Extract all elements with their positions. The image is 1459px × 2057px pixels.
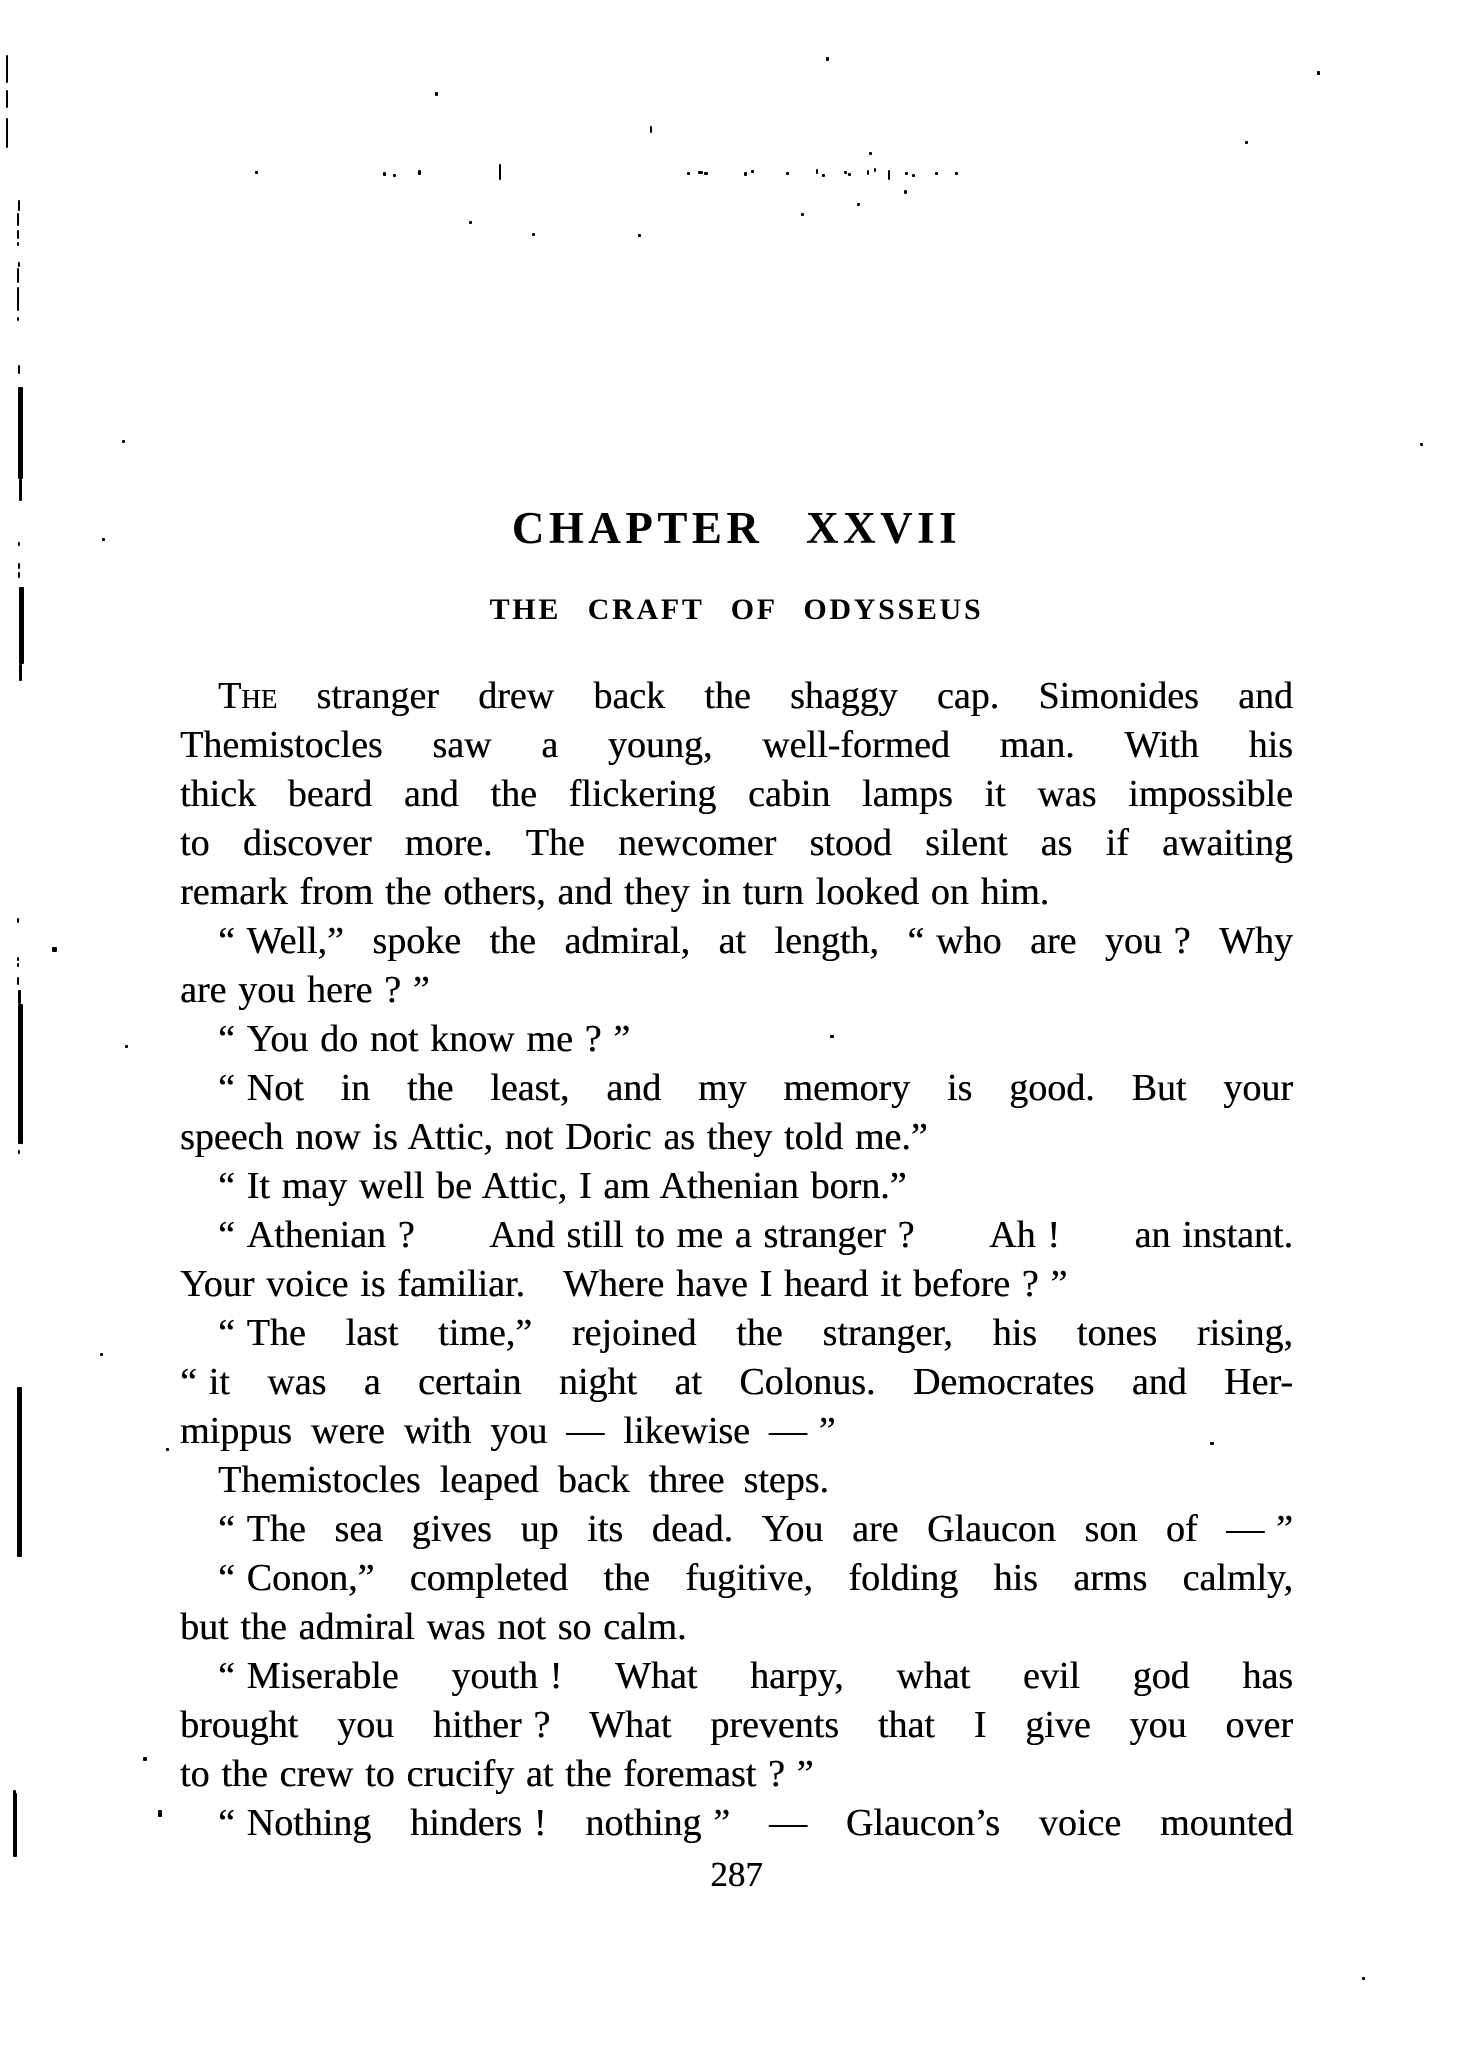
scan-artifact: [52, 947, 57, 952]
scan-artifact: [848, 173, 851, 176]
scan-artifact: [744, 172, 747, 176]
scan-artifact: [904, 190, 907, 194]
scan-artifact: [869, 152, 872, 155]
text-line: “ The sea gives up its dead. You are Glaucon son of — ”: [218, 1508, 1293, 1550]
scan-artifact: [650, 126, 652, 133]
text-line: “ Well,” spoke the admiral, at length, “ who are you ? Why: [218, 920, 1293, 962]
scan-artifact: [826, 57, 829, 61]
scan-artifact: [18, 1150, 20, 1154]
text-line: to the crew to crucify at the foremast ? ”: [180, 1753, 814, 1795]
text-line: mippus were with you — likewise — ”: [180, 1410, 836, 1452]
scan-artifact: [17, 230, 19, 239]
scan-artifact: [166, 1448, 169, 1451]
text-line: “ Not in the least, and my memory is good. But your: [218, 1067, 1293, 1109]
scan-artifact: [17, 963, 19, 967]
scan-artifact: [418, 170, 421, 175]
scan-artifact: [18, 387, 23, 479]
scan-artifact: [13, 1793, 17, 1857]
scan-artifact: [18, 262, 20, 267]
scan-artifact: [122, 440, 125, 443]
scan-artifact: [687, 172, 690, 175]
scan-artifact: [100, 1353, 103, 1356]
text-line: “ It may well be Attic, I am Athenian born.”: [218, 1165, 907, 1207]
scan-artifact: [19, 479, 22, 501]
scan-artifact: [19, 664, 22, 681]
text-line: to discover more. The newcomer stood silent as if awaiting: [180, 822, 1293, 864]
scan-artifact: [801, 213, 804, 216]
text-line: Themistocles saw a young, well-formed man. With his: [180, 724, 1293, 766]
scan-artifact: [393, 174, 396, 177]
text-line: “ The last time,” rejoined the stranger, his tones rising,: [218, 1312, 1293, 1354]
scan-artifact: [17, 957, 19, 961]
scan-artifact: [17, 213, 19, 226]
text-line: thick beard and the flickering cabin lamps it was impossible: [180, 773, 1293, 815]
text-line: “ Nothing hinders ! nothing ” — Glaucon’s voice mounted: [218, 1802, 1293, 1844]
scan-artifact: [158, 1810, 162, 1817]
scan-artifact: [255, 171, 258, 174]
scan-artifact: [6, 55, 8, 83]
scan-artifact: [125, 1045, 128, 1048]
scan-artifact: [905, 172, 908, 175]
scan-artifact: [1210, 1442, 1214, 1445]
scan-artifact: [143, 1757, 147, 1761]
scan-artifact: [17, 242, 19, 246]
scan-artifact: [532, 233, 535, 236]
scan-artifact: [499, 164, 501, 180]
scan-artifact: [1317, 71, 1320, 75]
text-line: “ it was a certain night at Colonus. Democrates and Her-: [180, 1361, 1293, 1403]
text-line: “ Miserable youth ! What harpy, what evil god has: [218, 1655, 1293, 1697]
text-line: remark from the others, and they in turn looked on him.: [180, 871, 1050, 913]
scan-artifact: [1362, 1977, 1365, 1980]
scan-artifact: [1245, 141, 1248, 144]
scan-artifact: [18, 572, 20, 578]
scan-artifact: [830, 1035, 834, 1038]
chapter-heading: CHAPTER XXVII: [511, 503, 962, 553]
scan-artifact: [18, 542, 20, 546]
scan-artifact: [18, 990, 21, 1004]
scan-artifact: [1420, 443, 1423, 446]
scan-artifact: [18, 365, 20, 374]
scan-artifact: [17, 317, 19, 321]
text-line: are you here ? ”: [180, 969, 430, 1011]
scan-artifact: [435, 92, 438, 96]
scan-artifact: [6, 90, 8, 108]
scan-artifact: [17, 918, 19, 923]
scan-artifact: [17, 1387, 22, 1557]
text-line: but the admiral was not so calm.: [180, 1606, 687, 1648]
scan-artifact: [935, 172, 938, 175]
scan-artifact: [383, 172, 386, 176]
scan-artifact: [912, 174, 915, 177]
scan-artifact: [816, 169, 818, 174]
text-line: “ Conon,” completed the fugitive, folding his arms calmly,: [218, 1557, 1293, 1599]
text-line: “ You do not know me ? ”: [218, 1018, 631, 1060]
scan-artifact: [698, 171, 703, 174]
scan-artifact: [844, 171, 847, 174]
text-line: The stranger drew back the shaggy cap. Simonides and: [180, 672, 1293, 721]
text-line: “ Athenian ? And still to me a stranger ? Ah ! an instant.: [218, 1214, 1293, 1256]
scan-artifact: [17, 268, 19, 283]
scan-artifact: [857, 203, 860, 206]
scan-artifact: [17, 977, 19, 985]
scan-artifact: [469, 221, 472, 224]
page-number: 287: [710, 1855, 763, 1894]
scan-artifact: [955, 172, 958, 175]
scan-artifact: [822, 174, 825, 177]
body-text: [180, 672, 1293, 1848]
scan-artifact: [704, 172, 708, 175]
scan-artifact: [786, 172, 789, 175]
scan-artifact: [888, 170, 890, 180]
scan-artifact: [874, 168, 876, 172]
text-line: Your voice is familiar. Where have I heard it before ? ”: [180, 1263, 1068, 1305]
scan-artifact: [867, 170, 869, 175]
scan-artifact: [19, 587, 24, 664]
scan-artifact: [18, 563, 20, 569]
text-line: speech now is Attic, not Doric as they told me.”: [180, 1116, 928, 1158]
smallcaps-lead-word: The: [218, 675, 278, 717]
text-line: brought you hither ? What prevents that I give you over: [180, 1704, 1293, 1746]
scan-artifact: [18, 200, 20, 211]
scan-artifact: [102, 538, 105, 541]
scan-artifact: [18, 1004, 23, 1144]
scan-artifact: [638, 234, 641, 237]
scan-artifact: [17, 287, 19, 311]
text-line: Themistocles leaped back three steps.: [218, 1459, 829, 1501]
section-title: THE CRAFT OF ODYSSEUS: [489, 593, 984, 626]
scan-artifact: [751, 170, 754, 173]
scan-artifact: [6, 118, 8, 148]
